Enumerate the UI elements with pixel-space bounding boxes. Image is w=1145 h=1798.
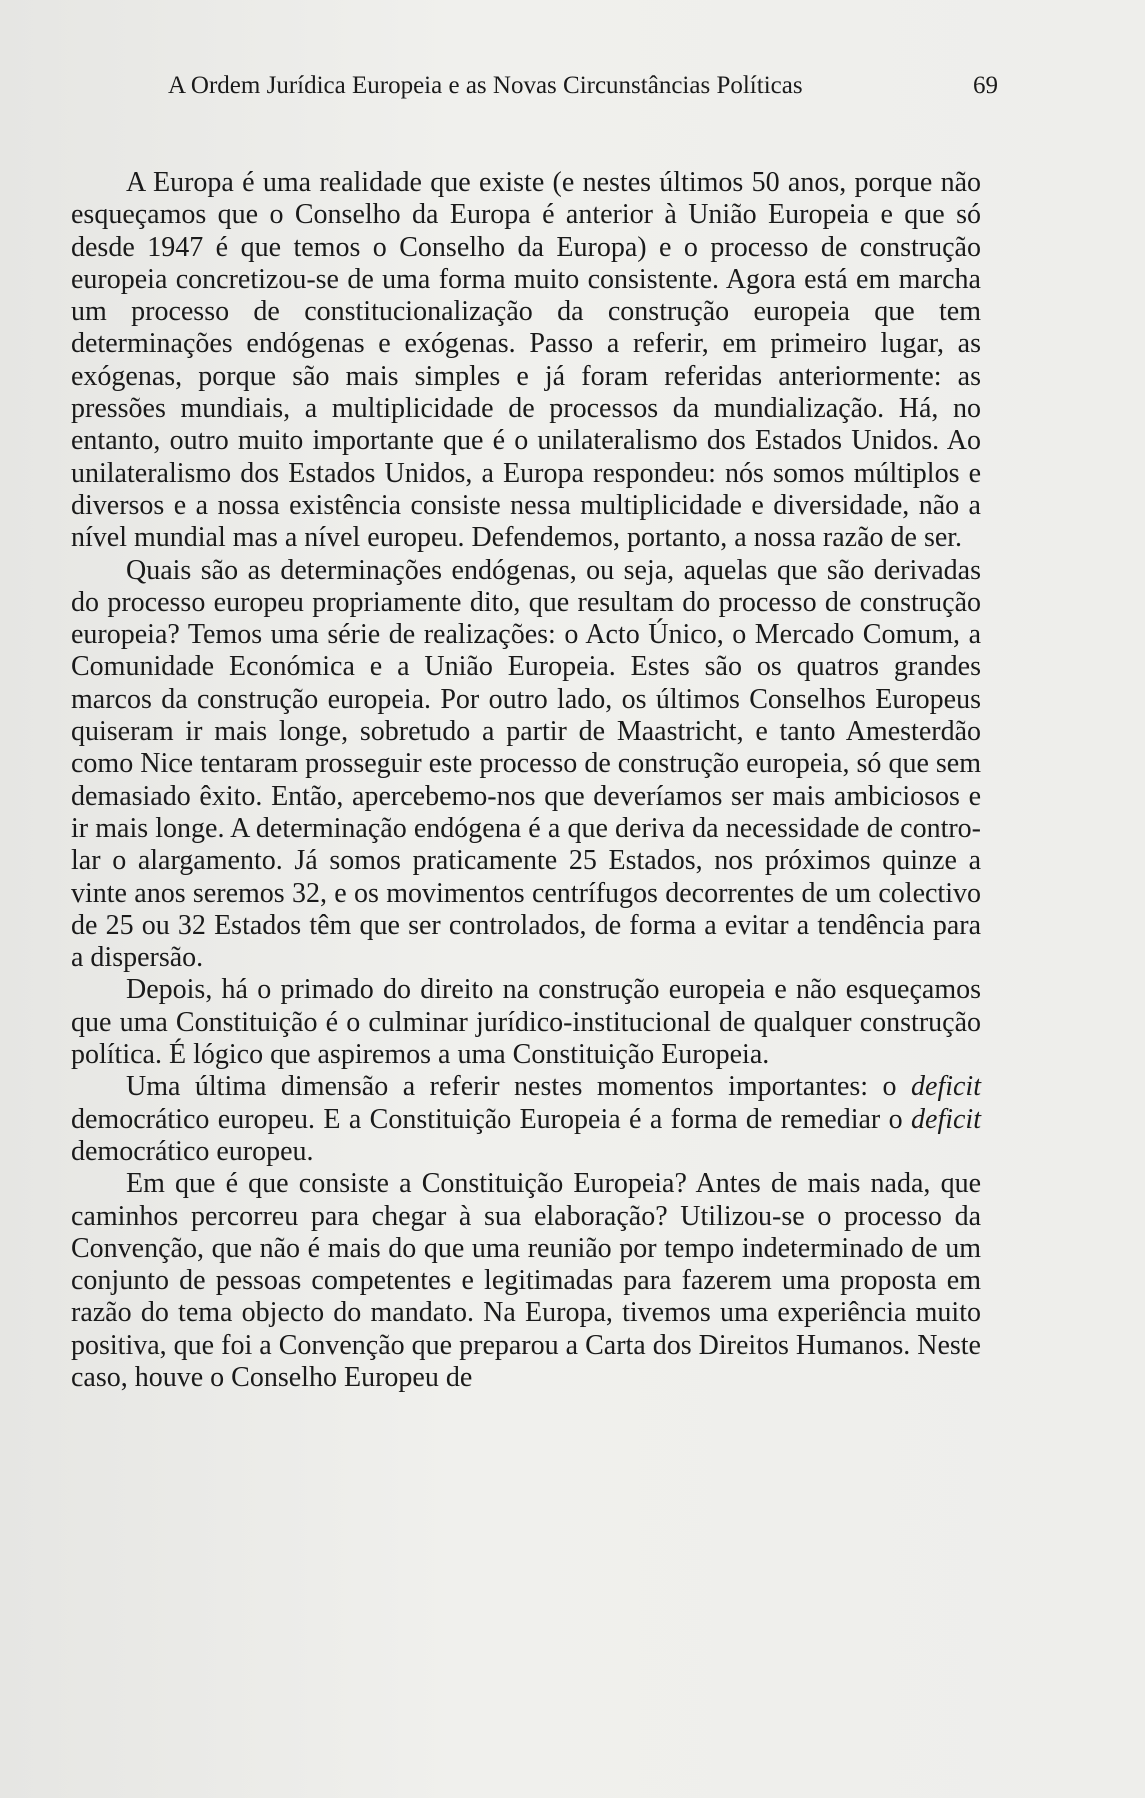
paragraph: A Europa é uma realidade que existe (e nestes últimos 50 anos, porque não esqueçamos que o Conselho da Europa é anterior à União Europeia e que só desde 1947 é que temos o Conselho da Europa) e o processo de construção europeia concretizou-se de uma forma muito consistente. Agora está em marcha um processo de constitucionalização da construção europeia que tem determinações endógenas e exógenas. Passo a referir, em primeiro lugar, as exógenas, porque são mais simples e já foram referidas anteriormente: as pressões mundiais, a multiplicidade de processos da mundialização. Há, no entanto, outro muito importante que é o unilateralismo dos Estados Unidos. Ao unilateralismo dos Estados Unidos, a Europa respondeu: nós somos múltiplos e diversos e a nossa existência consiste nessa multiplicidade e diversidade, não a nível mundial mas a nível europeu. Defendemos, portanto, a nossa razão de ser. xyxy=(71,167,981,554)
paragraph: Depois, há o primado do direito na construção europeia e não esqueçamos que uma Constituição é o culminar jurídico-institucional de qualquer construção política. É lógico que aspiremos a uma Constituição Europeia. xyxy=(71,974,981,1071)
paragraph-text: Uma última dimensão a referir nestes momentos importantes: o xyxy=(126,1071,912,1103)
paragraph-text: democrático europeu. E a Constituição Europeia é a forma de remediar o xyxy=(71,1103,912,1135)
paragraph: Em que é que consiste a Constituição Europeia? Antes de mais nada, que caminhos percorreu para chegar à sua elaboração? Utilizou-se o processo da Convenção, que não é mais do que uma reunião por tempo indeterminado de um conjunto de pessoas competentes e legitimadas para fazerem uma proposta em razão do tema objecto do mandato. Na Europa, tivemos uma experiência muito positiva, que foi a Convenção que preparou a Carta dos Direitos Humanos. Neste caso, houve o Conselho Europeu de xyxy=(71,1168,981,1393)
paragraph-text: democrático europeu. xyxy=(71,1135,314,1167)
running-head-title: A Ordem Jurídica Europeia e as Novas Circunstâncias Políticas xyxy=(168,72,803,99)
running-header xyxy=(168,70,998,102)
paragraph: Quais são as determinações endógenas, ou seja, aquelas que são derivadas do processo europeu propriamente dito, que resultam do processo de construção europeia? Temos uma série de realizações: o Acto Único, o Mercado Comum, a Comunidade Económica e a União Europeia. Estes são os quatros grandes marcos da construção europeia. Por outro lado, os últimos Conselhos Europeus quiseram ir mais longe, sobretudo a partir de Maastricht, e tanto Amesterdão como Nice tentaram prosseguir este processo de construção europeia, só que sem demasiado êxito. Então, apercebemo-nos que deveríamos ser mais ambiciosos e ir mais longe. A determinação endógena é a que deriva da necessidade de controlar o alargamento. Já somos praticamente 25 Estados, nos próximos quinze a vinte anos seremos 32, e os movimentos centrífugos decorrentes de um colectivo de 25 ou 32 Estados têm que ser controlados, de forma a evitar a tendência para a dispersão. xyxy=(71,554,981,974)
body-text xyxy=(71,167,981,1394)
italic-term: deficit xyxy=(911,1071,981,1103)
paragraph xyxy=(71,1071,981,1168)
italic-term: deficit xyxy=(911,1103,981,1135)
page-number: 69 xyxy=(973,72,998,99)
